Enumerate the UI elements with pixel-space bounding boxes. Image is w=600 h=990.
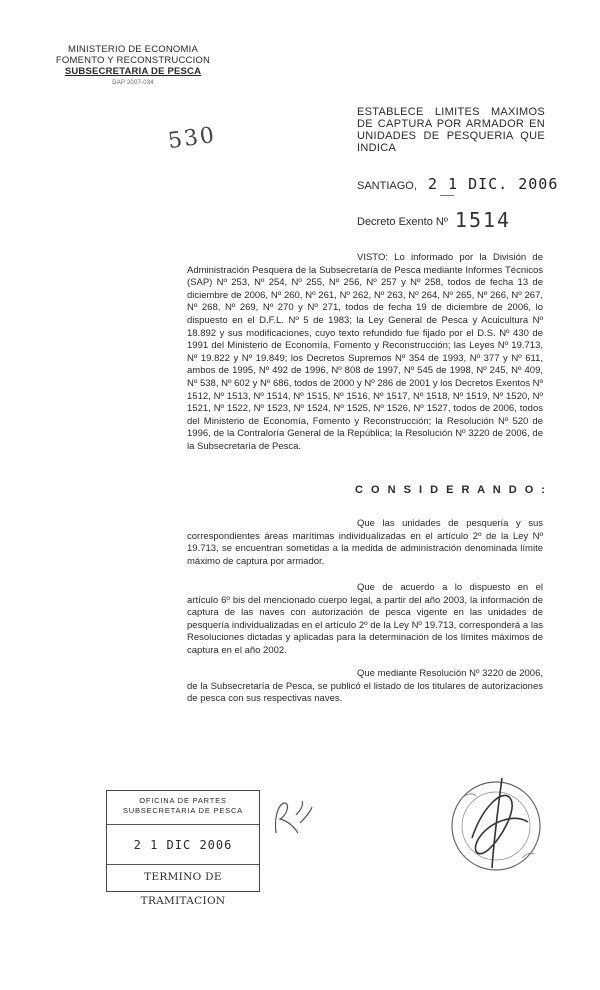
decree-subject: ESTABLECE LIMITES MAXIMOS DE CAPTURA POR ARMADOR EN UNIDADES DE PESQUERIA QUE INDICA (357, 106, 545, 154)
document-code: DAP 2007-034 (112, 80, 154, 86)
handwritten-number: 530 (166, 122, 218, 155)
office-stamp (106, 790, 260, 907)
considerando-paragraph-3: Que mediante Resolución Nº 3220 de 2006, de la Subsecretaría de Pesca, se publicó el listado de los titulares de autorizaciones de pesca con sus respectivas naves. (187, 668, 543, 705)
ministry-name: MINISTERIO DE ECONOMIA (67, 44, 199, 55)
stamp-header (107, 791, 259, 825)
initials-signature (268, 793, 318, 848)
decree-mark (440, 195, 454, 196)
decree-number-line (357, 208, 511, 232)
place-label: SANTIAGO, (357, 180, 417, 192)
subsecretaria-name: SUBSECRETARIA DE PESCA (64, 66, 202, 77)
stamp-line-2: SUBSECRETARIA DE PESCA (123, 806, 243, 815)
place-and-date (357, 175, 558, 193)
date-stamp: 2 1 DIC. 2006 (427, 175, 559, 193)
considerando-paragraph-2: Que de acuerdo a lo dispuesto en el artículo 6º bis del mencionado cuerpo legal, a partir del año 2003, la información de captura de las naves con autorización de pesca vigente en las unidades de pesquería individualizadas en el artículo 2º de la Ley Nº 19.713, corresponderá a las Resoluciones dictadas y aplicadas para la determinación de los límites máximos de captura en el año 2002. (187, 582, 543, 656)
decree-number: 1514 (454, 208, 512, 232)
ministry-name-2: FOMENTO Y RECONSTRUCCION (55, 55, 211, 66)
visto-paragraph: VISTO: Lo informado por la División de Administración Pesquera de la Subsecretaría de Pesca mediante Informes Técnicos (SAP) Nº 253, Nº 254, Nº 255, Nº 256, Nº 257 y Nº 258, todos de fecha 13 de diciembre de 2006, Nº 260, Nº 261, Nº 262, Nº 263, Nº 264, Nº 265, Nº 266, Nº 267, Nº 268, Nº 269, Nº 270 y Nº 271, todos de fecha 19 de diciembre de 2006, lo dispuesto en el D.F.L. Nº 5 de 1983; la Ley General de Pesca y Acuicultura Nº 18.892 y sus modificaciones, cuyo texto refundido fue fijado por el D.S. Nº 430 de 1991 del Ministerio de Economía, Fomento y Reconstrucción; las Leyes Nº 19.713, Nº 19.822 y Nº 19.849; los Decretos Supremos Nº 354 de 1993, Nº 377 y Nº 611, ambos de 1995, Nº 492 de 1996, Nº 808 de 1997, Nº 545 de 1998, Nº 245, Nº 409, Nº 538, Nº 602 y Nº 686, todos de 2000 y Nº 286 de 2001 y los Decretos Exentos Nº 1512, Nº 1513, Nº 1514, Nº 1515, Nº 1516, Nº 1517, Nº 1518, Nº 1519, Nº 1520, Nº 1521, Nº 1522, Nº 1523, Nº 1524, Nº 1525, Nº 1526, Nº 1527, todos de 2006, todos del Ministerio de Economía, Fomento y Reconstrucción; la Resolución Nº 520 de 1996, de la Contraloría General de la República; la Resolución Nº 3220 de 2006, de la Subsecretaría de Pesca. (187, 252, 543, 452)
decree-label: Decreto Exento Nº (357, 216, 448, 228)
considerando-paragraph-1: Que las unidades de pesquería y sus correspondientes áreas marítimas individualizadas en el artículo 2º de la Ley Nº 19.713, se encuentran sometidas a la medida de administración denominada límite máximo de captura por armador. (187, 518, 543, 567)
stamp-date: 2 1 DIC 2006 (107, 825, 259, 865)
letterhead (48, 44, 218, 89)
stamp-line-1: OFICINA DE PARTES (139, 796, 227, 805)
official-signature-seal (432, 768, 562, 878)
considerando-heading: C O N S I D E R A N D O : (355, 484, 548, 496)
stamp-footer: TERMINO DE TRAMITACION (140, 871, 226, 907)
